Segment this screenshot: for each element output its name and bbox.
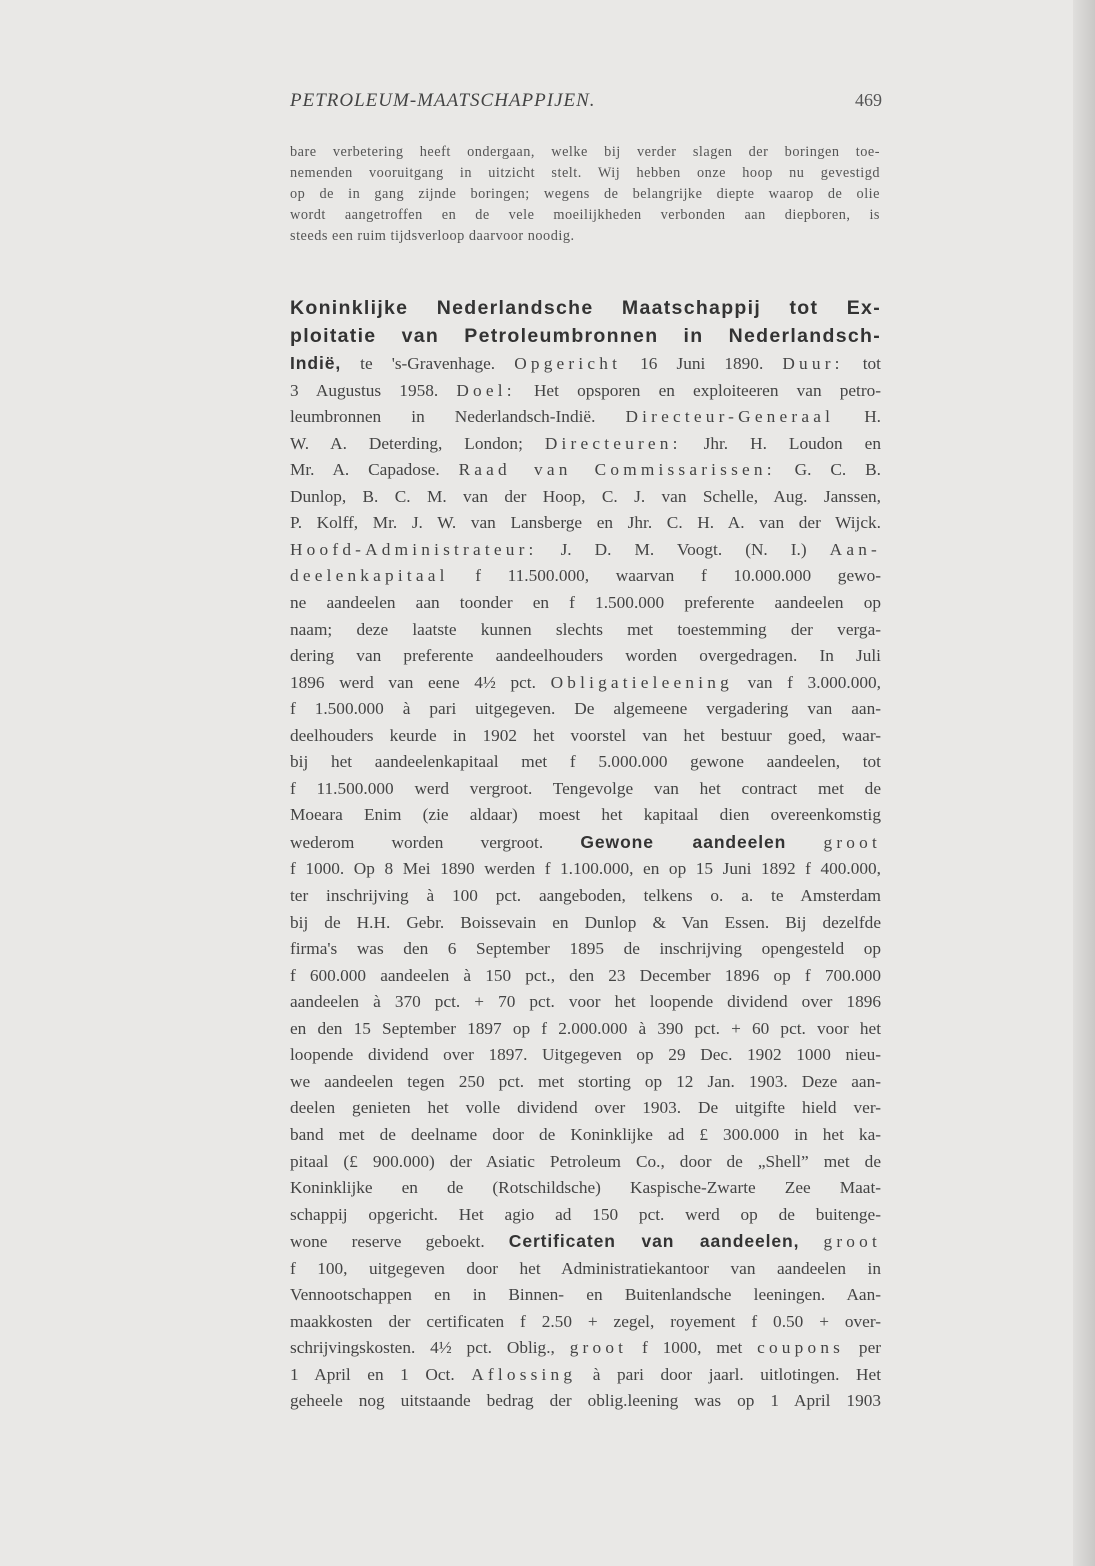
body-text: tot <box>843 354 881 374</box>
text-line <box>290 856 881 883</box>
text-line <box>290 643 881 670</box>
body-text: leumbronnen in Nederlandsch-Indië. <box>290 407 626 427</box>
page-header <box>290 90 882 116</box>
text-line <box>290 1256 881 1283</box>
spaced-label-text: Duur: <box>782 354 844 374</box>
bold-heading-text: Koninklijke Nederlandsche Maatschappij tot Ex- <box>290 297 881 319</box>
bold-heading-text: ploitatie van Petroleumbronnen in Nederlandsch- <box>290 324 881 347</box>
text-line: wordt aangetroffen en de vele moeilijkheden verbonden aan diepboren, is <box>290 207 880 223</box>
body-text: f 100, uitgegeven door het Administratiekantoor van aandeelen in <box>290 1258 881 1278</box>
body-text: 3 Augustus 1958. <box>290 380 457 400</box>
text-line <box>290 457 881 484</box>
text-line <box>290 936 881 963</box>
body-text: te 's-Gravenhage. <box>341 354 515 374</box>
text-line <box>290 1175 881 1202</box>
body-text: Dunlop, B. C. M. van der Hoop, C. J. van Schelle, Aug. Janssen, <box>290 486 881 506</box>
text-line <box>290 1309 881 1336</box>
body-text: f 11.500.000 werd vergroot. Tengevolge van het contract met de <box>290 778 881 798</box>
spaced-label-text: Directeur-Generaal <box>625 407 835 427</box>
text-line <box>290 323 881 351</box>
text-line <box>290 1042 881 1069</box>
bold-heading-text: Gewone aandeelen <box>580 831 787 852</box>
text-line <box>290 910 881 937</box>
body-text: f 600.000 aandeelen à 150 pct., den 23 December 1896 op f 700.000 <box>290 965 881 985</box>
page-number: 469 <box>855 90 882 110</box>
body-text: f 1.500.000 à pari uitgegeven. De algemeene vergadering van aan- <box>290 699 881 719</box>
body-text: à pari door jaarl. uitlotingen. Het <box>576 1364 881 1384</box>
text-line <box>290 1388 881 1415</box>
body-text: van f 3.000.000, <box>732 672 881 692</box>
body-text: wone reserve geboekt. <box>290 1232 509 1252</box>
spaced-label-text: Directeuren: <box>544 433 682 453</box>
text-line <box>290 1016 881 1043</box>
text-line <box>290 537 881 564</box>
body-text: loopende dividend over 1897. Uitgegeven op 29 Dec. 1902 1000 nieu- <box>290 1045 881 1065</box>
spaced-label-text: Raad van Commissarissen: <box>458 460 776 480</box>
body-text: f 1000, met <box>627 1338 758 1358</box>
spaced-label-text: coupons <box>757 1338 845 1358</box>
body-text: bij de H.H. Gebr. Boissevain en Dunlop & Van Essen. Bij dezelfde <box>290 912 881 932</box>
body-text: 1896 werd van eene 4½ pct. <box>290 672 551 692</box>
text-line <box>290 617 881 644</box>
body-text: Mr. A. Capadose. <box>290 460 459 480</box>
bold-heading-text: Certificaten van aandeelen, <box>508 1231 800 1252</box>
body-text: P. Kolff, Mr. J. W. van Lansberge en Jhr. C. H. A. van der Wijck. <box>290 513 881 533</box>
body-text: we aandeelen tegen 250 pct. met storting op 12 Jan. 1903. Deze aan- <box>290 1071 881 1091</box>
text-line: bare verbetering heeft ondergaan, welke bij verder slagen der boringen toe- <box>290 144 880 160</box>
body-text: Het opsporen en exploiteeren van petro- <box>515 380 882 400</box>
body-text: geheele nog uitstaande bedrag der oblig.leening was op 1 April 1903 <box>290 1391 881 1411</box>
body-text: bij het aandeelenkapitaal met f 5.000.000 gewone aandeelen, tot <box>290 752 881 772</box>
body-text: firma's was den 6 September 1895 de inschrijving opengesteld op <box>290 939 881 959</box>
spaced-label-text: groot <box>823 1232 881 1252</box>
body-text: Jhr. H. Loudon en <box>681 433 881 453</box>
body-text: 16 Juni 1890. <box>621 354 783 374</box>
text-line <box>290 802 881 829</box>
body-text: f 11.500.000, waarvan f 10.000.000 gewo- <box>448 566 881 586</box>
body-text: deelen genieten het volle dividend over 1903. De uitgifte hield ver- <box>290 1098 881 1118</box>
text-line <box>290 776 881 803</box>
text-line <box>290 1362 881 1389</box>
spaced-label-text: groot <box>569 1338 628 1358</box>
text-line <box>290 749 881 776</box>
body-text: naam; deze laatste kunnen slechts met toestemming der verga- <box>290 619 881 639</box>
text-line: nemenden vooruitgang in uitzicht stelt. Wij hebben onze hoop nu gevestigd <box>290 165 880 181</box>
running-title: PETROLEUM-MAATSCHAPPIJEN. <box>290 90 596 111</box>
text-line <box>290 1122 881 1149</box>
text-line: steeds een ruim tijdsverloop daarvoor noodig. <box>290 228 575 244</box>
text-line <box>290 563 881 590</box>
text-line <box>290 378 881 405</box>
spaced-label-text: Aflossing <box>471 1364 577 1384</box>
body-text: Koninklijke en de (Rotschildsche) Kaspische-Zwarte Zee Maat- <box>290 1178 881 1198</box>
text-line: op de in gang zijnde boringen; wegens de belangrijke diepte waarop de olie <box>290 186 880 202</box>
bold-heading-text: Indië, <box>290 353 342 374</box>
text-line <box>290 1095 881 1122</box>
text-line <box>290 484 881 511</box>
body-text: schappij opgericht. Het agio ad 150 pct. werd op de buitenge- <box>290 1204 881 1224</box>
text-line <box>290 1228 881 1256</box>
text-line <box>290 1069 881 1096</box>
spaced-label-text: Opgericht <box>514 354 622 374</box>
body-text: deelhouders keurde in 1902 het voorstel van het bestuur goed, waar- <box>290 725 881 745</box>
body-text: dering van preferente aandeelhouders worden overgedragen. In Juli <box>290 646 881 666</box>
body-text <box>786 833 823 852</box>
body-text: en den 15 September 1897 op f 2.000.000 à 390 pct. + 60 pct. voor het <box>290 1018 881 1038</box>
text-line <box>290 1149 881 1176</box>
text-line <box>290 404 881 431</box>
text-line <box>290 1202 881 1229</box>
body-text: 1 April en 1 Oct. <box>290 1364 472 1384</box>
body-text: pitaal (£ 900.000) der Asiatic Petroleum Co., door de „Shell” met de <box>290 1151 881 1171</box>
spaced-label-text: Obligatieleening <box>550 672 733 692</box>
text-line <box>290 883 881 910</box>
text-line <box>290 510 881 537</box>
spaced-label-text: groot <box>823 832 881 852</box>
body-text: G. C. B. <box>775 460 881 480</box>
body-text: H. <box>834 407 881 427</box>
text-line <box>290 431 881 458</box>
body-text: band met de deelname door de Koninklijke ad £ 300.000 in het ka- <box>290 1124 881 1144</box>
text-line <box>290 989 881 1016</box>
text-line <box>290 295 881 323</box>
body-text: Vennootschappen en in Binnen- en Buitenlandsche leeningen. Aan- <box>290 1285 881 1305</box>
body-text: J. D. M. Voogt. (N. I.) <box>537 539 830 559</box>
body-text: ne aandeelen aan toonder en f 1.500.000 preferente aandeelen op <box>290 593 881 613</box>
spaced-label-text: deelenkapitaal <box>290 566 449 586</box>
spaced-label-text: Doel: <box>456 380 516 400</box>
text-line <box>290 670 881 697</box>
page-edge-shadow <box>1073 0 1095 1566</box>
text-line <box>290 350 881 378</box>
body-text <box>799 1232 823 1251</box>
intro-paragraph <box>290 142 880 247</box>
body-text: aandeelen à 370 pct. + 70 pct. voor het loopende dividend over 1896 <box>290 992 881 1012</box>
body-text: per <box>844 1338 881 1358</box>
body-text: ter inschrijving à 100 pct. aangeboden, telkens o. a. te Amsterdam <box>290 886 881 906</box>
text-line <box>290 829 881 857</box>
text-line <box>290 696 881 723</box>
text-line <box>290 963 881 990</box>
text-line <box>290 1335 881 1362</box>
text-line <box>290 723 881 750</box>
body-text: Moeara Enim (zie aldaar) moest het kapitaal dien overeenkomstig <box>290 805 881 825</box>
body-text: maakkosten der certificaten f 2.50 + zegel, royement f 0.50 + over- <box>290 1311 881 1331</box>
company-entry-paragraph <box>290 295 881 1415</box>
body-text: wederom worden vergroot. <box>290 832 581 852</box>
body-text: W. A. Deterding, London; <box>290 433 545 453</box>
text-line <box>290 1282 881 1309</box>
spaced-label-text: Hoofd-Administrateur: <box>290 539 538 559</box>
body-text: schrijvingskosten. 4½ pct. Oblig., <box>290 1338 570 1358</box>
text-line <box>290 590 881 617</box>
body-text: f 1000. Op 8 Mei 1890 werden f 1.100.000, en op 15 Juni 1892 f 400.000, <box>290 859 881 879</box>
spaced-label-text: Aan- <box>829 539 881 559</box>
